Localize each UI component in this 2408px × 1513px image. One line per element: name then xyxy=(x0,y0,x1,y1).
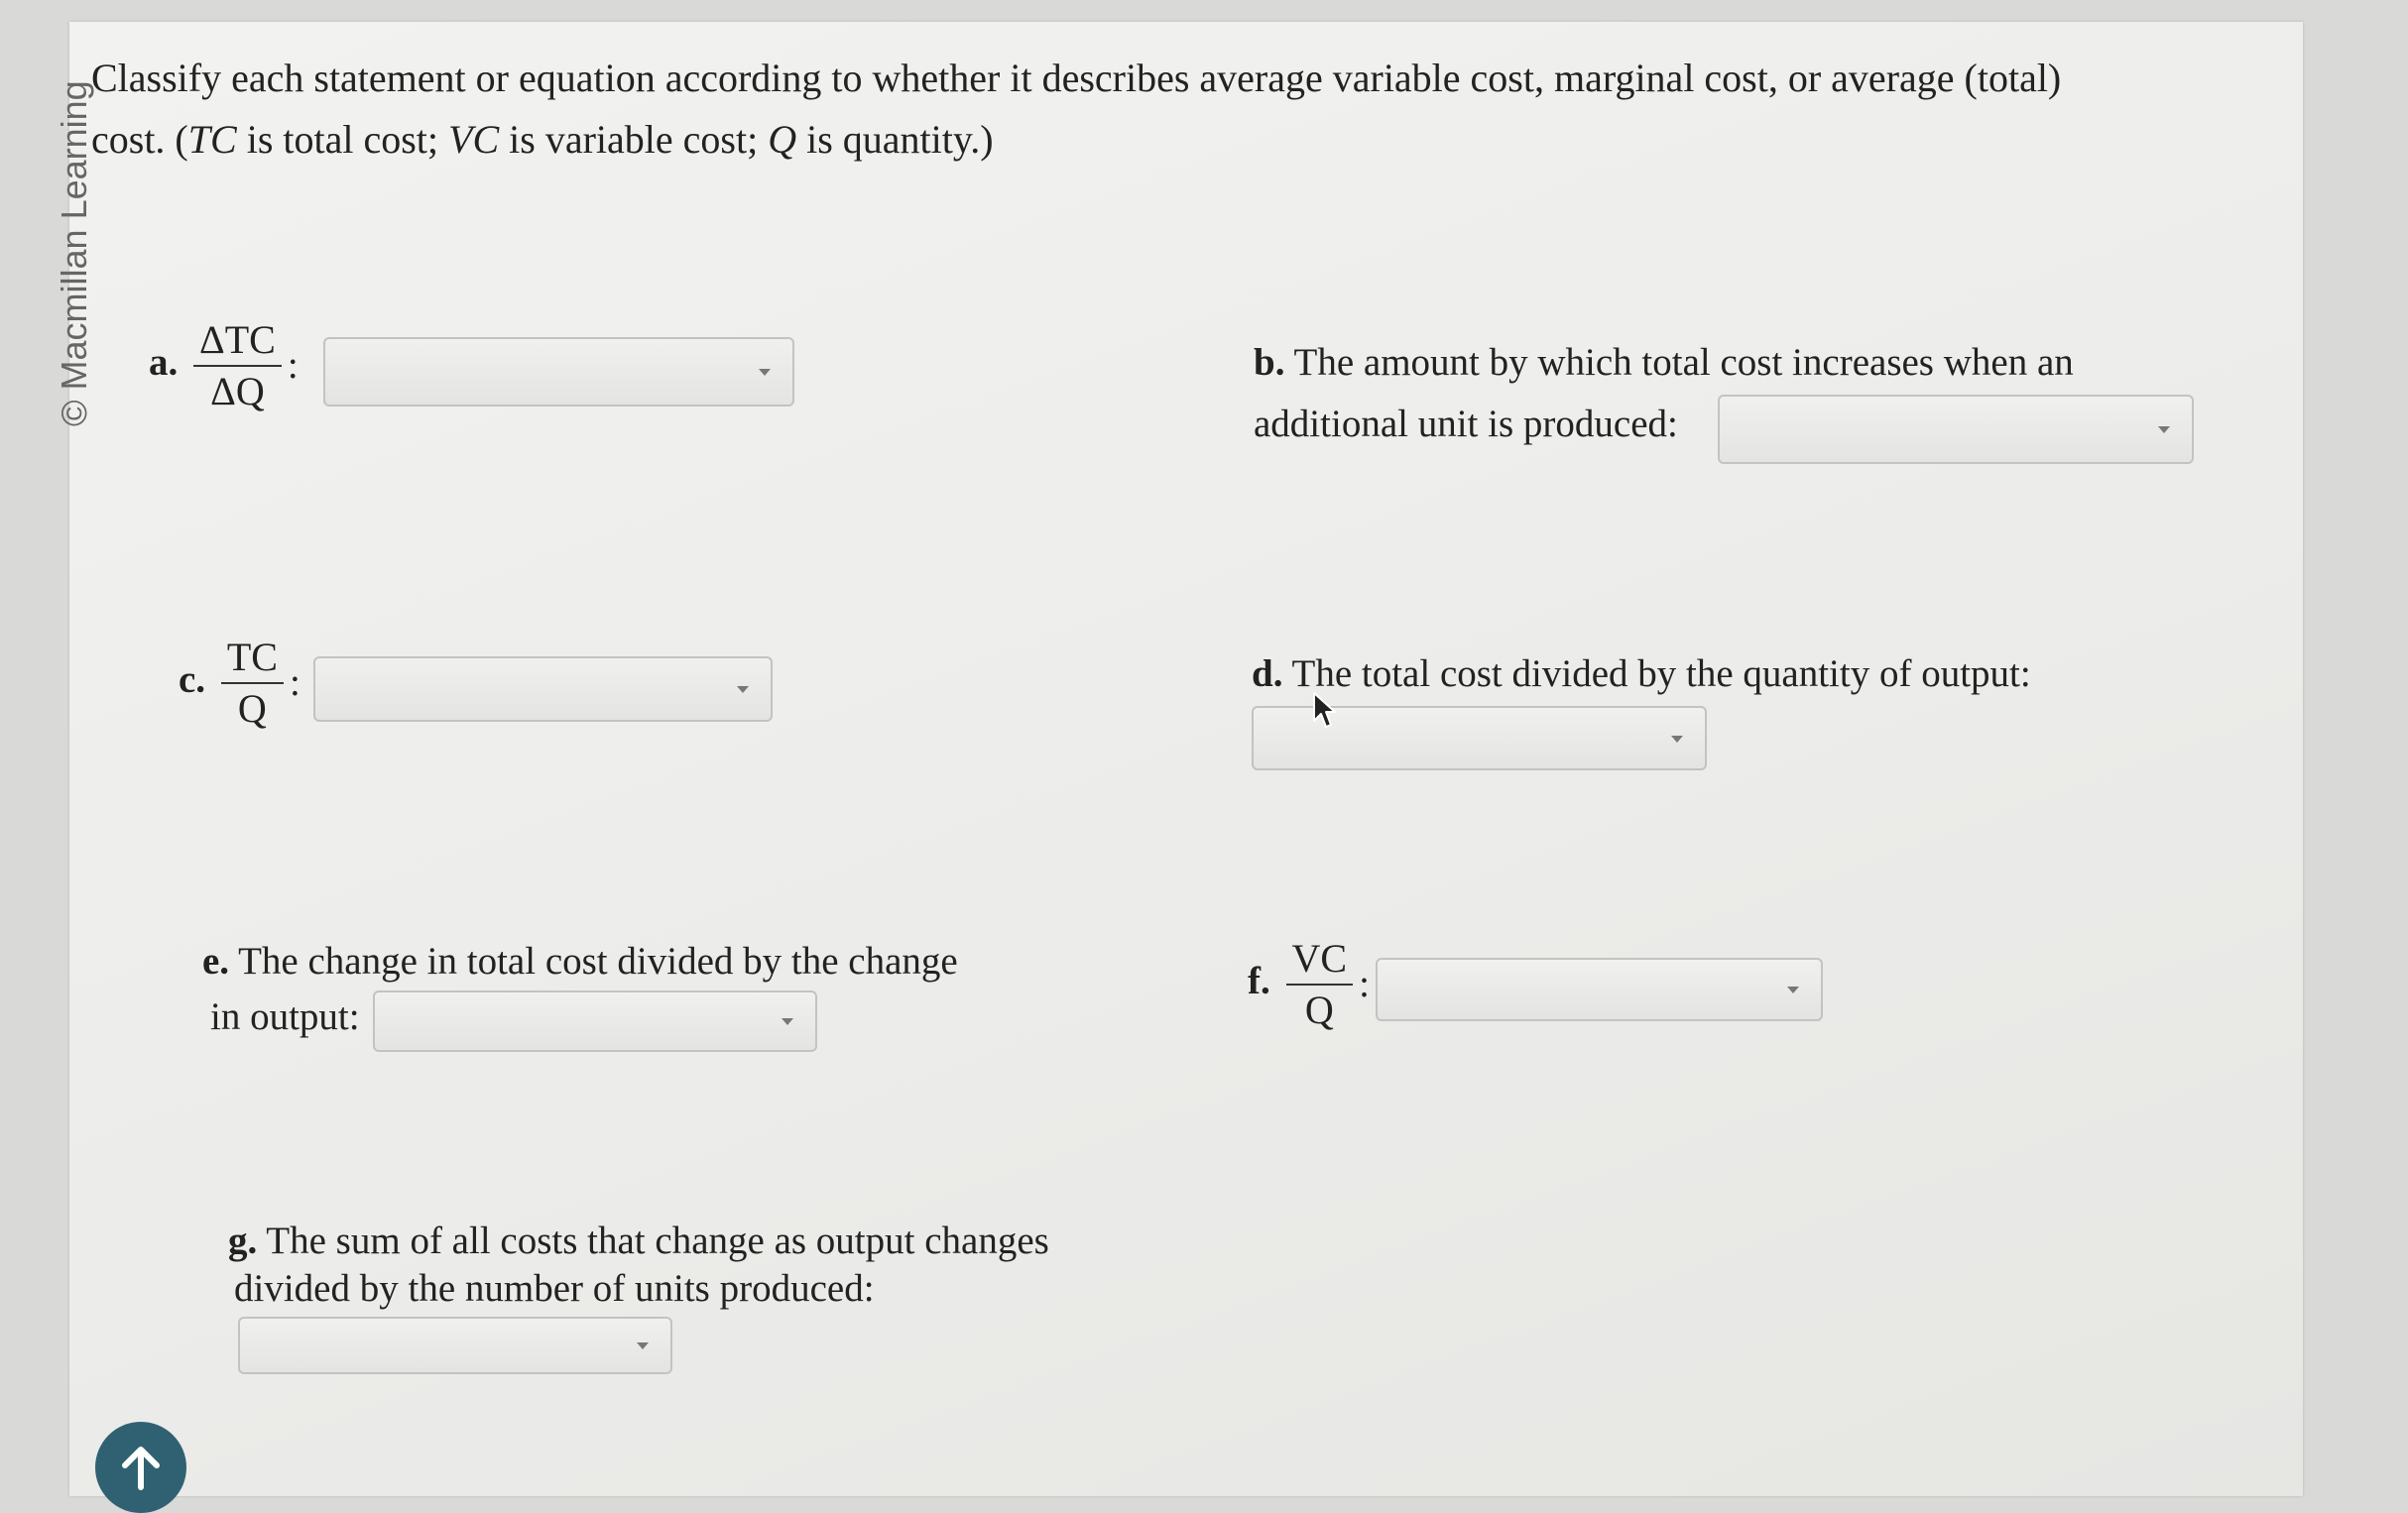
chevron-down-icon xyxy=(759,369,771,376)
item-a-dropdown[interactable] xyxy=(323,337,794,407)
item-a-fraction xyxy=(193,317,282,414)
item-e-text1: The change in total cost divided by the change xyxy=(229,940,958,983)
item-e-letter: e. xyxy=(202,940,230,983)
item-g-text1: The sum of all costs that change as output changes xyxy=(257,1220,1049,1262)
prompt-text-3: is variable cost; xyxy=(499,117,769,162)
item-d-letter: d. xyxy=(1252,652,1283,695)
item-c-numerator: TC xyxy=(221,635,284,684)
prompt-tc: TC xyxy=(187,117,237,162)
item-a xyxy=(149,317,299,414)
chevron-down-icon xyxy=(782,1018,793,1025)
item-b-dropdown[interactable] xyxy=(1718,395,2194,464)
item-f-numerator: VC xyxy=(1286,936,1354,986)
prompt-q: Q xyxy=(768,117,797,162)
prompt-text-2: is total cost; xyxy=(236,117,449,162)
item-e-dropdown[interactable] xyxy=(373,990,817,1052)
item-d-text: The total cost divided by the quantity of output: xyxy=(1282,652,2031,695)
item-a-denominator: ΔQ xyxy=(210,369,265,413)
chevron-down-icon xyxy=(1671,736,1683,743)
mouse-pointer-icon xyxy=(1312,691,1338,731)
item-f-fraction xyxy=(1286,936,1354,1033)
item-c-fraction xyxy=(221,635,284,732)
item-c-letter: c. xyxy=(179,657,206,701)
prompt-text-1: Classify each statement or equation according to whether it describes average variable cost, marginal cost, or average (total) cost. ( xyxy=(91,56,2062,162)
item-c-denominator: Q xyxy=(237,686,267,731)
item-b-line1 xyxy=(1254,335,2074,391)
prompt-vc: VC xyxy=(448,117,500,162)
item-d-line xyxy=(1252,646,2031,702)
item-c-colon: : xyxy=(289,661,301,704)
item-c-dropdown[interactable] xyxy=(313,656,773,722)
item-b-text1: The amount by which total cost increases when an xyxy=(1284,341,2074,384)
item-a-colon: : xyxy=(287,344,299,387)
item-e-line1 xyxy=(202,934,958,989)
item-f-letter: f. xyxy=(1248,959,1270,1002)
item-a-letter: a. xyxy=(149,340,179,384)
item-b-line2: additional unit is produced: xyxy=(1254,403,1678,445)
chevron-down-icon xyxy=(637,1342,649,1349)
chevron-down-icon xyxy=(2158,426,2170,433)
chevron-down-icon xyxy=(737,686,749,693)
item-g-letter: g. xyxy=(228,1220,258,1262)
copyright-watermark: © Macmillan Learning xyxy=(54,80,94,426)
prompt-text-4: is quantity.) xyxy=(796,117,994,162)
item-f-denominator: Q xyxy=(1304,988,1334,1032)
chevron-down-icon xyxy=(1787,987,1799,993)
item-e-line2: in output: xyxy=(210,995,360,1038)
question-prompt xyxy=(91,48,2124,171)
item-a-numerator: ΔTC xyxy=(193,317,282,367)
item-b-letter: b. xyxy=(1254,341,1285,384)
item-c xyxy=(179,635,301,732)
arrow-up-icon xyxy=(113,1440,169,1495)
item-f-dropdown[interactable] xyxy=(1376,958,1823,1021)
item-f xyxy=(1248,936,1370,1033)
item-f-colon: : xyxy=(1359,963,1370,1005)
item-g-line2: divided by the number of units produced: xyxy=(234,1267,875,1310)
item-g-dropdown[interactable] xyxy=(238,1317,672,1374)
scroll-up-button[interactable] xyxy=(95,1422,186,1513)
